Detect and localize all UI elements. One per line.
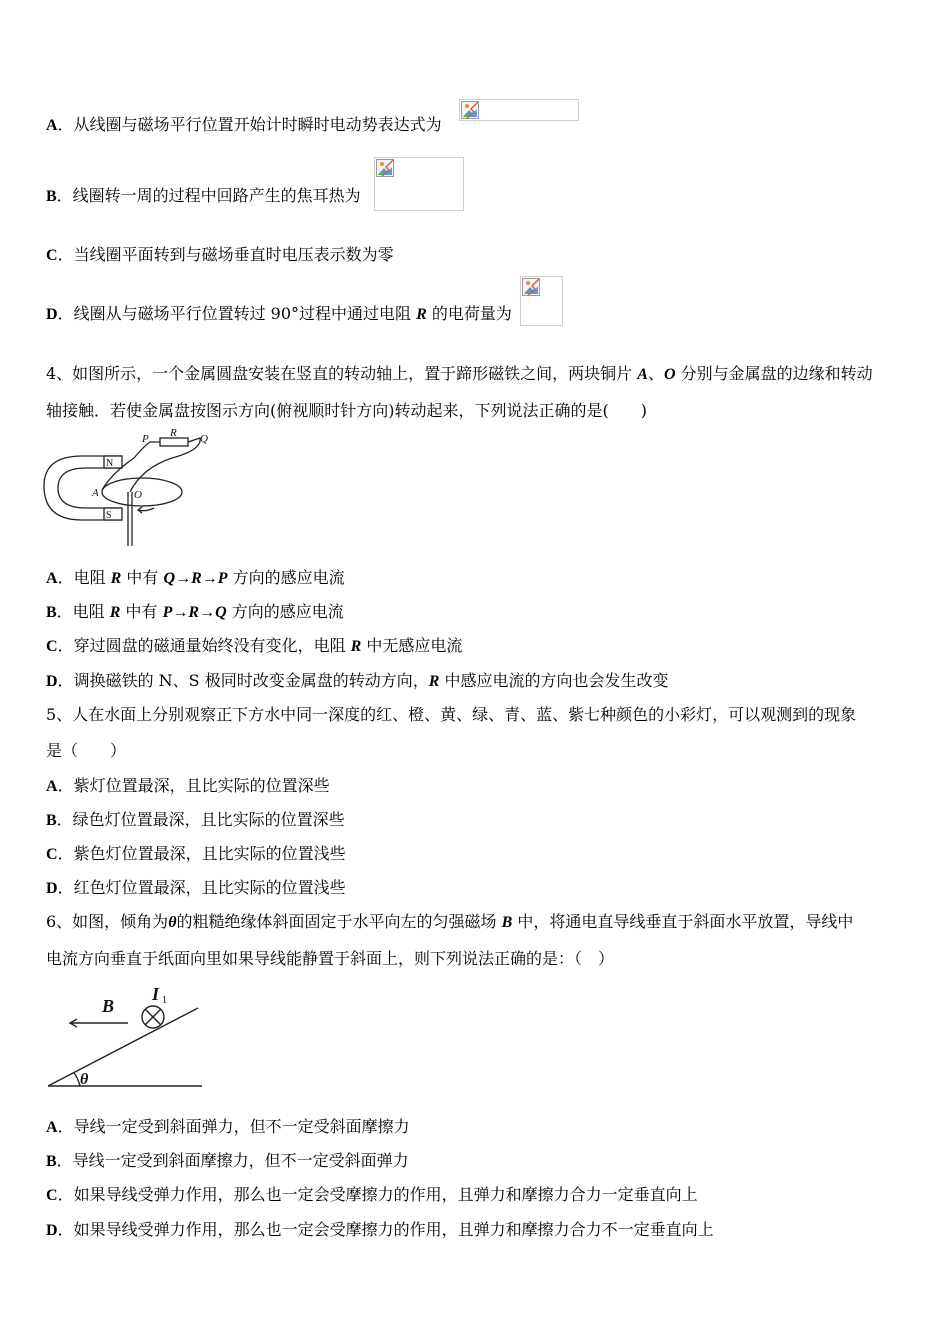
option-text: ．电阻 bbox=[56, 602, 110, 621]
q4-option-b bbox=[46, 602, 344, 623]
label-p: P bbox=[142, 433, 149, 445]
option-letter: D bbox=[46, 306, 58, 323]
option-letter: A bbox=[46, 1119, 58, 1136]
option-text: ．线圈转一周的过程中回路产生的焦耳热为 bbox=[56, 186, 361, 205]
stem-text: 分别与金属盘的边缘和转动 bbox=[675, 364, 873, 383]
option-text: ．从线圈与磁场平行位置开始计时瞬时电动势表达式为 bbox=[57, 115, 442, 134]
q3-option-a bbox=[46, 115, 442, 136]
q4-stem-line2: 轴接触．若使金属盘按图示方向(俯视顺时针方向)转动起来，下列说法正确的是( ) bbox=[46, 401, 647, 420]
option-text: 中有 bbox=[120, 602, 163, 621]
option-letter: C bbox=[46, 846, 58, 863]
option-letter: A bbox=[46, 570, 58, 587]
label-theta: θ bbox=[80, 1071, 89, 1088]
q6-stem-line2: 电流方向垂直于纸面向里如果导线能静置于斜面上，则下列说法正确的是：（ ） bbox=[46, 949, 615, 968]
q4-stem-line1 bbox=[46, 364, 873, 385]
q3-option-d bbox=[46, 304, 512, 325]
option-letter: B bbox=[46, 188, 57, 205]
option-text: ．如果导线受弹力作用，那么也一定会受摩擦力的作用，且弹力和摩擦力合力一定垂直向上 bbox=[57, 1185, 698, 1204]
stem-text: 4、如图所示，一个金属圆盘安装在竖直的转动轴上，置于蹄形磁铁之间，两块铜片 bbox=[46, 364, 638, 383]
label-r: R bbox=[170, 428, 177, 439]
formula-image-placeholder bbox=[459, 99, 579, 121]
variable: R bbox=[109, 604, 121, 621]
option-letter: B bbox=[46, 1153, 57, 1170]
option-letter: B bbox=[46, 812, 57, 829]
q6-option-b bbox=[46, 1151, 409, 1172]
label-n: N bbox=[106, 458, 114, 469]
variable: A bbox=[637, 366, 648, 383]
stem-text: 6、如图，倾角为 bbox=[46, 912, 169, 931]
option-text: 中感应电流的方向也会发生改变 bbox=[439, 671, 669, 690]
label-i: I bbox=[152, 984, 160, 1004]
current-path: Q→R→P bbox=[163, 570, 228, 587]
broken-image-icon bbox=[522, 278, 540, 296]
option-text: ．当线圈平面转到与磁场垂直时电压表示数为零 bbox=[57, 245, 394, 264]
label-i-subscript: 1 bbox=[162, 995, 167, 1006]
variable: R bbox=[428, 673, 440, 690]
q6-stem-line1 bbox=[46, 912, 853, 933]
option-text: 的电荷量为 bbox=[426, 304, 512, 323]
q4-option-a bbox=[46, 568, 345, 589]
q6-option-a bbox=[46, 1117, 410, 1138]
current-path: P→R→Q bbox=[162, 604, 227, 621]
option-text: 方向的感应电流 bbox=[226, 602, 344, 621]
label-a: A bbox=[92, 487, 99, 499]
option-text: ．如果导线受弹力作用，那么也一定会受摩擦力的作用，且弹力和摩擦力合力不一定垂直向上 bbox=[57, 1220, 714, 1239]
option-text: ．紫色灯位置最深，且比实际的位置浅些 bbox=[57, 844, 346, 863]
option-text: 中有 bbox=[121, 568, 164, 587]
option-text: 中无感应电流 bbox=[361, 636, 463, 655]
stem-text: 的粗糙绝缘体斜面固定于水平向左的匀强磁场 bbox=[176, 912, 502, 931]
variable: R bbox=[110, 570, 122, 587]
broken-image-icon bbox=[461, 101, 479, 119]
option-text: ．调换磁铁的 N、S 极同时改变金属盘的转动方向， bbox=[57, 671, 429, 690]
formula-image-placeholder bbox=[520, 276, 563, 326]
option-letter: C bbox=[46, 638, 58, 655]
disc-magnet-figure bbox=[42, 428, 222, 550]
q5-option-c bbox=[46, 844, 346, 865]
variable: B bbox=[501, 914, 513, 931]
option-text: 方向的感应电流 bbox=[227, 568, 345, 587]
q5-option-b bbox=[46, 810, 345, 831]
option-letter: B bbox=[46, 604, 57, 621]
broken-image-icon bbox=[376, 159, 394, 177]
label-o: O bbox=[134, 489, 142, 501]
option-text: ．绿色灯位置最深，且比实际的位置深些 bbox=[56, 810, 345, 829]
option-text: ．紫灯位置最深，且比实际的位置深些 bbox=[57, 776, 330, 795]
option-letter: D bbox=[46, 880, 58, 897]
option-letter: A bbox=[46, 778, 58, 795]
q5-stem-line1: 5、人在水面上分别观察正下方水中同一深度的红、橙、黄、绿、青、蓝、紫七种颜色的小彩灯，可以观测到的现象 bbox=[46, 705, 857, 724]
variable: R bbox=[416, 306, 427, 323]
variable: θ bbox=[168, 914, 177, 931]
q4-option-c bbox=[46, 636, 462, 657]
option-text: ．穿过圆盘的磁通量始终没有变化，电阻 bbox=[57, 636, 351, 655]
q5-option-a bbox=[46, 776, 330, 797]
q4-option-d bbox=[46, 671, 668, 692]
q3-option-b bbox=[46, 186, 361, 207]
q6-option-c bbox=[46, 1185, 698, 1206]
stem-text: 中，将通电直导线垂直于斜面水平放置，导线中 bbox=[512, 912, 854, 931]
variable: O bbox=[663, 366, 676, 383]
option-text: ．导线一定受到斜面弹力，但不一定受斜面摩擦力 bbox=[57, 1117, 410, 1136]
label-s: S bbox=[106, 510, 112, 521]
formula-image-placeholder bbox=[374, 157, 464, 211]
option-text: ．电阻 bbox=[57, 568, 111, 587]
option-text: ．导线一定受到斜面摩擦力，但不一定受斜面弹力 bbox=[56, 1151, 409, 1170]
q6-option-d bbox=[46, 1220, 714, 1241]
variable: R bbox=[350, 638, 362, 655]
label-q: Q bbox=[200, 433, 208, 445]
option-letter: C bbox=[46, 1187, 58, 1204]
option-letter: C bbox=[46, 247, 58, 264]
option-text: ．红色灯位置最深，且比实际的位置浅些 bbox=[57, 878, 346, 897]
option-letter: D bbox=[46, 1222, 58, 1239]
stem-text: 、 bbox=[647, 364, 664, 383]
q5-option-d bbox=[46, 878, 346, 899]
incline-figure bbox=[44, 978, 206, 1092]
label-b: B bbox=[102, 996, 115, 1016]
option-letter: D bbox=[46, 673, 58, 690]
option-text: ．线圈从与磁场平行位置转过 90°过程中通过电阻 bbox=[57, 304, 417, 323]
option-letter: A bbox=[46, 117, 58, 134]
q5-stem-line2: 是（ ） bbox=[46, 741, 127, 760]
q3-option-c bbox=[46, 245, 394, 266]
